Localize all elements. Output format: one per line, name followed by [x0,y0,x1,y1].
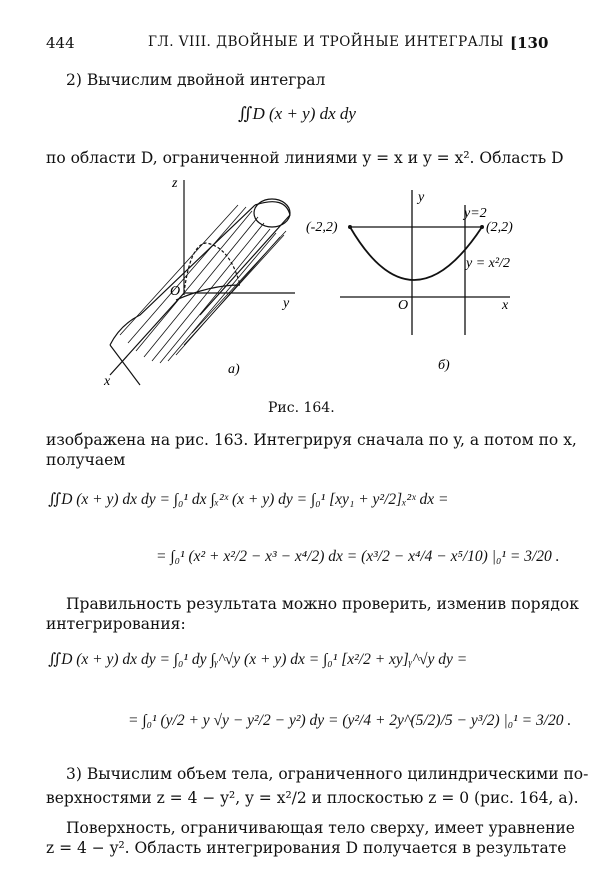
section-marker: [130 [510,34,549,52]
equation-2-line1: ∬D (x + y) dx dy = ∫₀¹ dx ∫ₓ²ˣ (x + y) dy = ∫₀¹ [xy₁ + y²/2]ₓ²ˣ dx = [48,491,449,508]
origin-label-left: O [170,284,181,299]
axis-y-label-left: y [283,296,290,311]
panel-a-label: a) [228,362,240,377]
figure-caption: Рис. 164. [268,400,335,416]
paragraph-region: по области D, ограниченной линиями y = x и y = x². Область D [46,149,564,167]
paragraph-surface-line1: Поверхность, ограничивающая тело сверху, имеет уравнение [66,819,575,837]
curve-label: y = x²/2 [466,256,510,271]
paragraph-integrate-line1: изображена на рис. 163. Интегрируя сначала по y, а потом по x, [46,431,577,449]
running-header: ГЛ. VIII. ДВОЙНЫЕ И ТРОЙНЫЕ ИНТЕГРАЛЫ [148,34,504,50]
point-right-label: (2,2) [486,220,513,235]
equation-3-line1: ∬D (x + y) dx dy = ∫₀¹ dy ∫ᵧ^√y (x + y) dx = ∫₀¹ [x²/2 + xy]ᵧ^√y dy = [48,651,468,668]
axis-z-label: z [172,176,178,191]
figure-cylinder [80,175,310,390]
equation-3-line2: = ∫₀¹ (y/2 + y √y − y²/2 − y²) dy = (y²/4 + 2y^(5/2)/5 − y³/2) |₀¹ = 3/20 . [128,712,572,729]
paragraph-check-line2: интегрирования: [46,615,186,633]
paragraph-volume-line2: верхностями z = 4 − y², y = x²/2 и плоскостью z = 0 (рис. 164, a). [46,789,579,807]
panel-b-label: б) [438,358,450,373]
paragraph-intro: 2) Вычислим двойной интеграл [66,71,326,89]
equation-2-line2: = ∫₀¹ (x² + x²/2 − x³ − x⁴/2) dx = (x³/2 − x⁴/4 − x⁵/10) |₀¹ = 3/20 . [156,548,560,565]
equation-double-integral: ∬D (x + y) dx dy [238,104,356,123]
page-number: 444 [46,34,75,52]
paragraph-surface-line2: z = 4 − y². Область интегрирования D получается в результате [46,839,567,857]
axis-x-label-left: x [104,374,111,389]
paragraph-integrate-line2: получаем [46,451,126,469]
axis-x-label-right: x [502,298,509,313]
axis-y-label-right: y [418,190,425,205]
paragraph-check-line1: Правильность результата можно проверить, изменив порядок [66,595,579,613]
origin-label-right: O [398,298,409,313]
paragraph-volume-line1: 3) Вычислим объем тела, ограниченного цилиндрическими по- [66,765,589,783]
point-left-label: (-2,2) [306,220,338,235]
line-y2-label: y=2 [464,206,487,221]
figure-parabola [300,185,530,385]
